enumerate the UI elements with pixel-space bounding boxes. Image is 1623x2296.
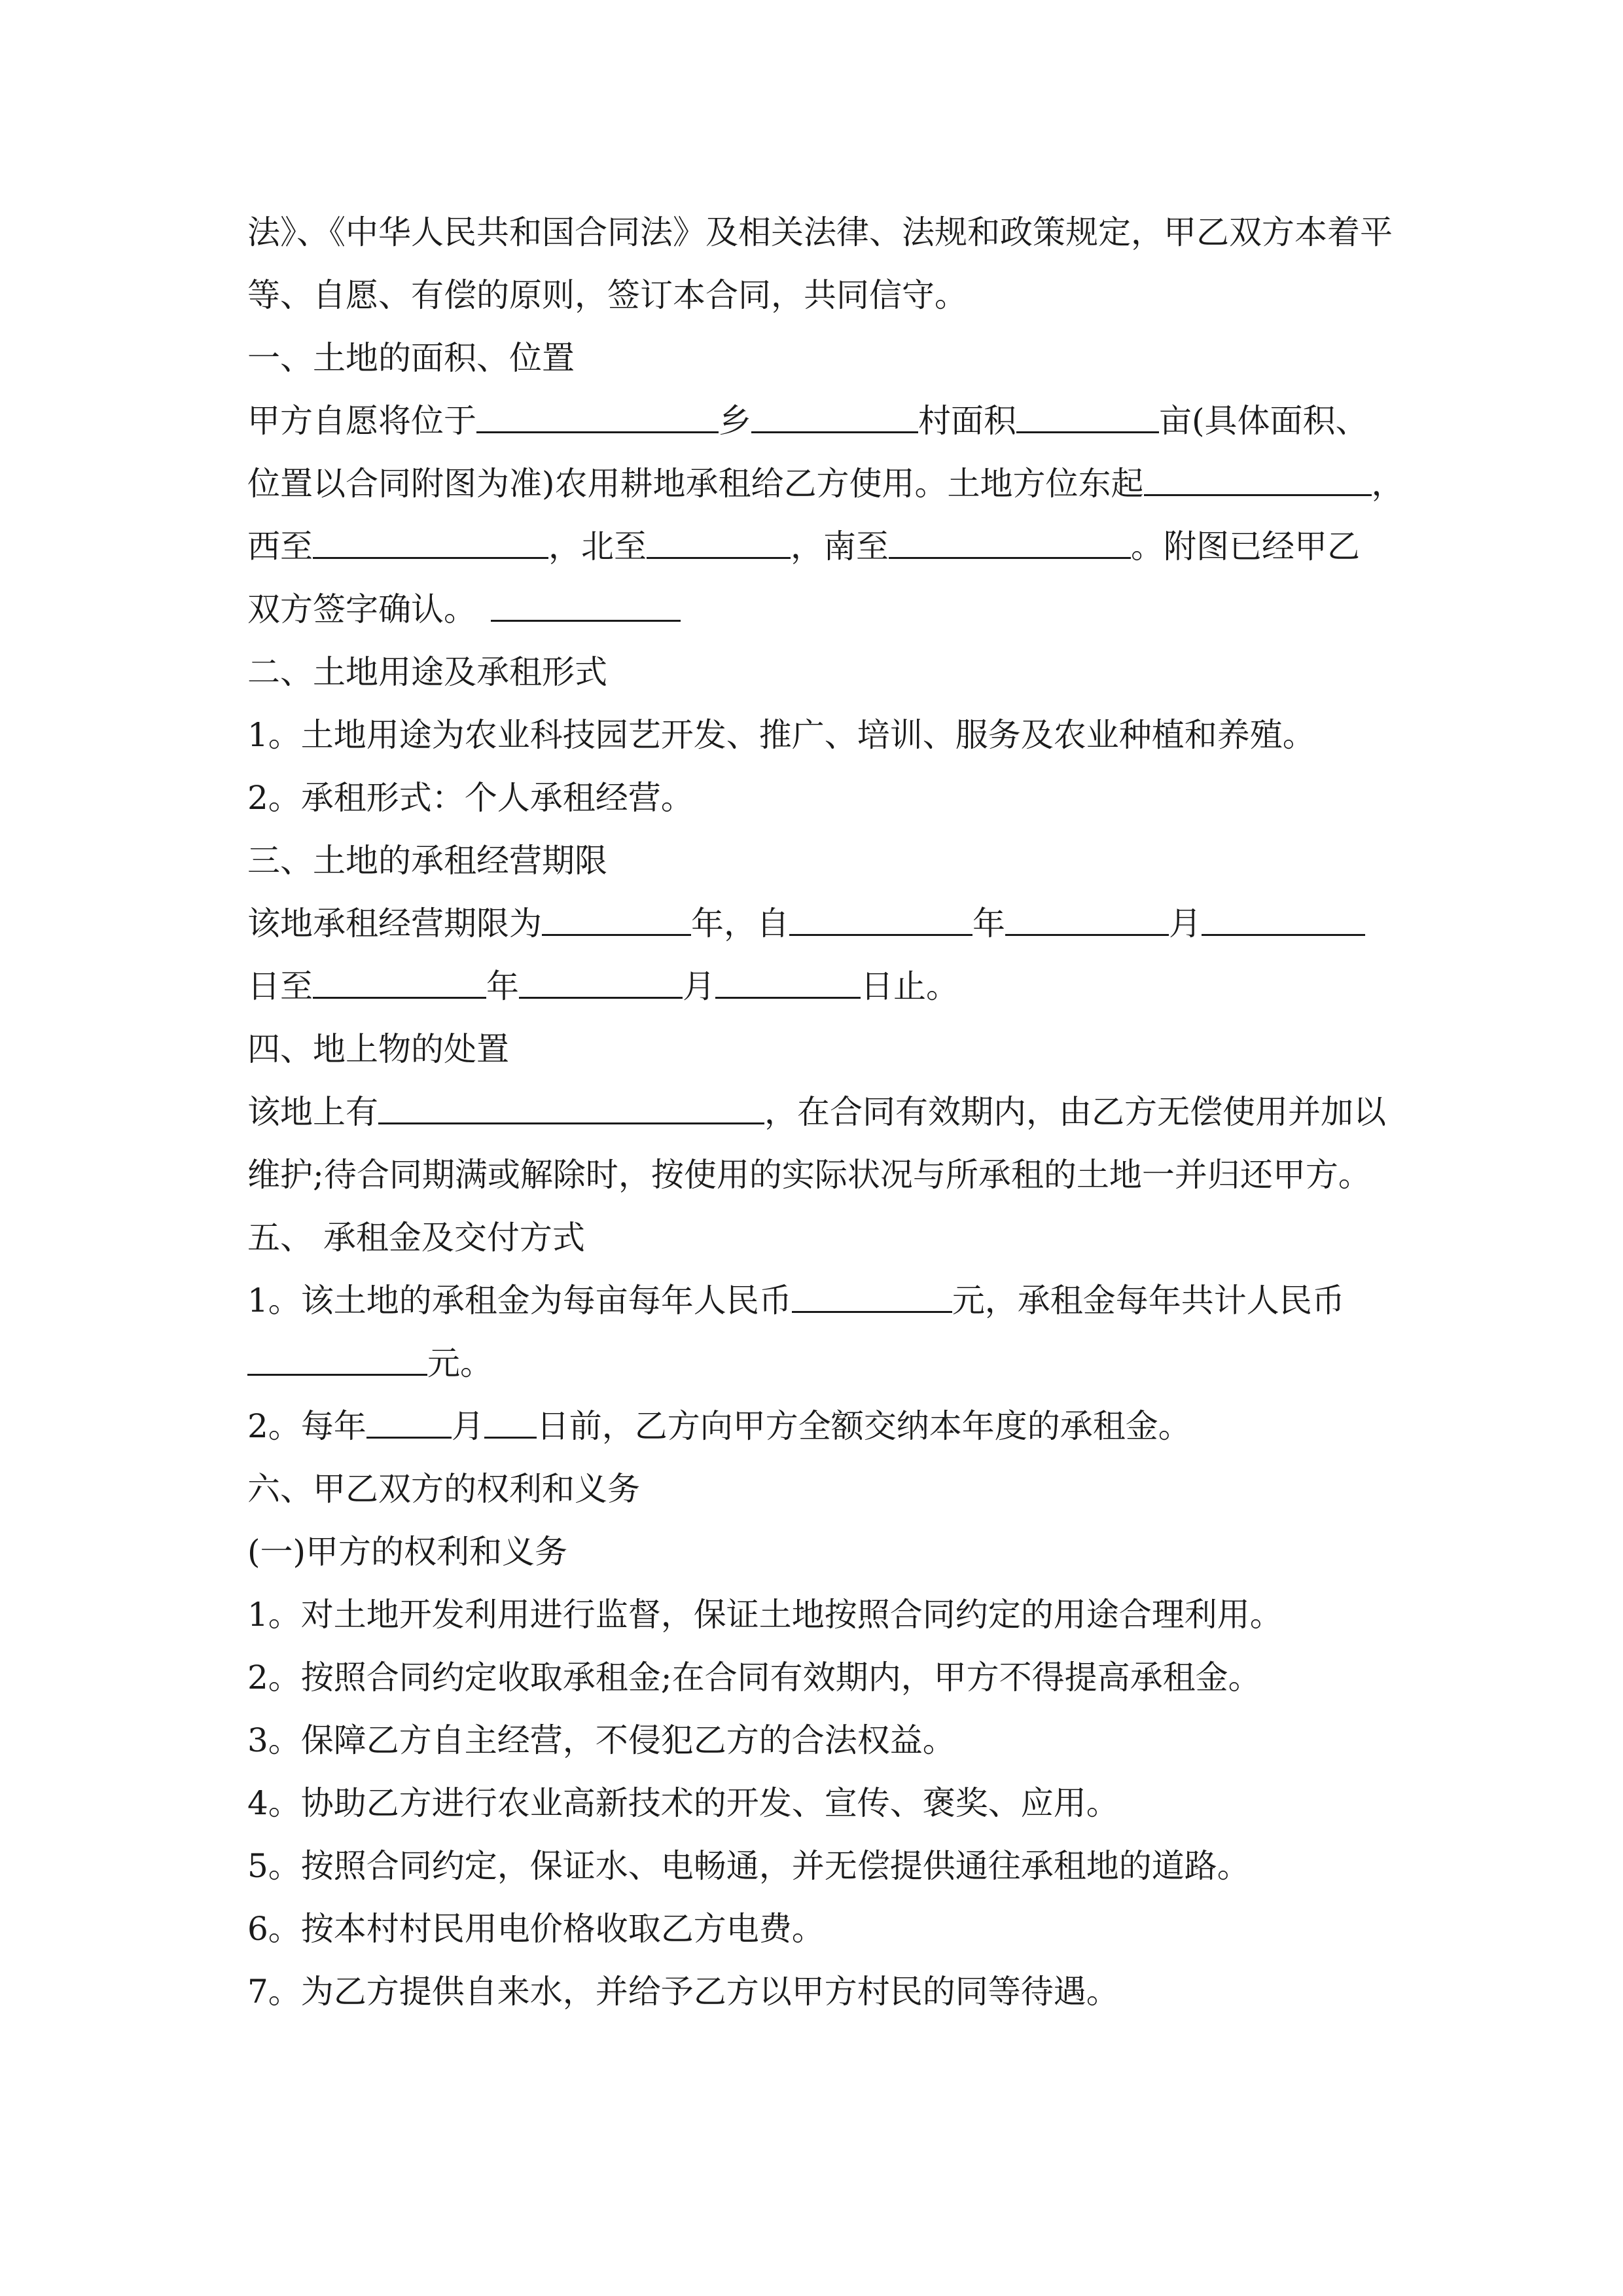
text: 村面积 bbox=[918, 402, 1016, 440]
text: 双方签字确认。 bbox=[247, 590, 476, 628]
text: 该地承租经营期限为 bbox=[247, 905, 542, 942]
section-5-line-3 bbox=[247, 1407, 1386, 1446]
blank-west[interactable] bbox=[313, 528, 548, 559]
text: ，在合同有效期内，由乙方无偿使用并加以 bbox=[764, 1093, 1386, 1131]
blank-east[interactable] bbox=[1144, 465, 1372, 496]
section-1-line-4 bbox=[247, 590, 1386, 629]
blank-start-year[interactable] bbox=[789, 905, 972, 936]
section-3-heading: 三、土地的承租经营期限 bbox=[247, 842, 607, 880]
section-1-line-1 bbox=[247, 401, 1386, 440]
text: 月 bbox=[683, 967, 715, 1005]
section-3-line-1 bbox=[247, 904, 1386, 943]
text: 日前，乙方向甲方全额交纳本年度的承租金。 bbox=[536, 1407, 1191, 1445]
text: 年，自 bbox=[691, 905, 789, 942]
text: 。附图已经甲乙 bbox=[1131, 528, 1360, 565]
section-5-heading: 五、 承租金及交付方式 bbox=[247, 1219, 585, 1257]
blank-end-year[interactable] bbox=[313, 968, 486, 999]
text: 日至 bbox=[247, 967, 313, 1005]
text: 西至 bbox=[247, 528, 313, 565]
text: 2。每年 bbox=[247, 1407, 366, 1445]
section-1-line-3 bbox=[247, 527, 1386, 566]
list-item: 4。协助乙方进行农业高新技术的开发、宣传、褒奖、应用。 bbox=[247, 1784, 1119, 1822]
section-3-line-2 bbox=[247, 967, 1386, 1006]
blank-rent-total[interactable] bbox=[247, 1345, 427, 1376]
text: 位置以合同附图为准)农用耕地承租给乙方使用。土地方位东起 bbox=[247, 465, 1144, 503]
section-4-line-1 bbox=[247, 1092, 1386, 1132]
text: 亩(具体面积、 bbox=[1159, 402, 1368, 440]
section-5-line-1 bbox=[247, 1281, 1386, 1320]
blank-term-years[interactable] bbox=[542, 905, 691, 936]
text: ，北至 bbox=[548, 528, 647, 565]
list-item: 1。对土地开发利用进行监督，保证土地按照合同约定的用途合理利用。 bbox=[247, 1596, 1283, 1634]
blank-north[interactable] bbox=[647, 528, 791, 559]
section-5-line-2 bbox=[247, 1344, 1386, 1383]
list-item: 5。按照合同约定，保证水、电畅通，并无偿提供通往承租地的道路。 bbox=[247, 1847, 1250, 1885]
section-2-item-1: 1。土地用途为农业科技园艺开发、推广、培训、服务及农业种植和养殖。 bbox=[247, 716, 1315, 754]
text: 元。 bbox=[427, 1344, 493, 1382]
blank-pay-day[interactable] bbox=[484, 1408, 537, 1439]
blank-end-month[interactable] bbox=[519, 968, 683, 999]
intro-line-1: 法》、《中华人民共和国合同法》及相关法律、法规和政策规定，甲乙双方本着平 bbox=[247, 213, 1393, 251]
text: 月 bbox=[1169, 905, 1202, 942]
blank-end-day[interactable] bbox=[715, 968, 861, 999]
text: 甲方自愿将位于 bbox=[247, 402, 476, 440]
text: 年 bbox=[972, 905, 1005, 942]
text: 月 bbox=[451, 1407, 484, 1445]
text: 该地上有 bbox=[247, 1093, 378, 1131]
blank-pay-month[interactable] bbox=[366, 1408, 452, 1439]
section-4-heading: 四、地上物的处置 bbox=[247, 1030, 509, 1068]
blank-signature[interactable] bbox=[491, 591, 681, 622]
blank-rent-per-mu[interactable] bbox=[792, 1282, 952, 1313]
blank-start-day[interactable] bbox=[1202, 905, 1365, 936]
section-6-subheading: (一)甲方的权利和义务 bbox=[247, 1533, 568, 1571]
section-6-heading: 六、甲乙双方的权利和义务 bbox=[247, 1470, 640, 1508]
section-2-heading: 二、土地用途及承租形式 bbox=[247, 653, 607, 691]
section-1-line-2 bbox=[247, 464, 1404, 503]
list-item: 6。按本村村民用电价格收取乙方电费。 bbox=[247, 1910, 825, 1948]
blank-village[interactable] bbox=[751, 403, 918, 433]
text: 乡 bbox=[719, 402, 751, 440]
text: 日止。 bbox=[861, 967, 959, 1005]
blank-start-month[interactable] bbox=[1005, 905, 1169, 936]
list-item: 7。为乙方提供自来水，并给予乙方以甲方村民的同等待遇。 bbox=[247, 1973, 1119, 2011]
text: ， bbox=[1371, 465, 1404, 503]
list-item: 3。保障乙方自主经营，不侵犯乙方的合法权益。 bbox=[247, 1721, 955, 1759]
intro-line-2: 等、自愿、有偿的原则，签订本合同，共同信守。 bbox=[247, 276, 967, 314]
list-item: 2。按照合同约定收取承租金;在合同有效期内，甲方不得提高承租金。 bbox=[247, 1659, 1261, 1696]
blank-structures[interactable] bbox=[378, 1094, 764, 1124]
text: ，南至 bbox=[791, 528, 889, 565]
text: 元，承租金每年共计人民币 bbox=[952, 1282, 1345, 1319]
section-1-heading: 一、土地的面积、位置 bbox=[247, 339, 575, 377]
text: 年 bbox=[486, 967, 519, 1005]
section-2-item-2: 2。承租形式：个人承租经营。 bbox=[247, 779, 694, 817]
section-4-line-2: 维护;待合同期满或解除时，按使用的实际状况与所承租的土地一并归还甲方。 bbox=[247, 1156, 1371, 1194]
text: 1。该土地的承租金为每亩每年人民币 bbox=[247, 1282, 792, 1319]
blank-south[interactable] bbox=[889, 528, 1131, 559]
blank-township[interactable] bbox=[476, 403, 719, 433]
blank-area[interactable] bbox=[1016, 403, 1159, 433]
